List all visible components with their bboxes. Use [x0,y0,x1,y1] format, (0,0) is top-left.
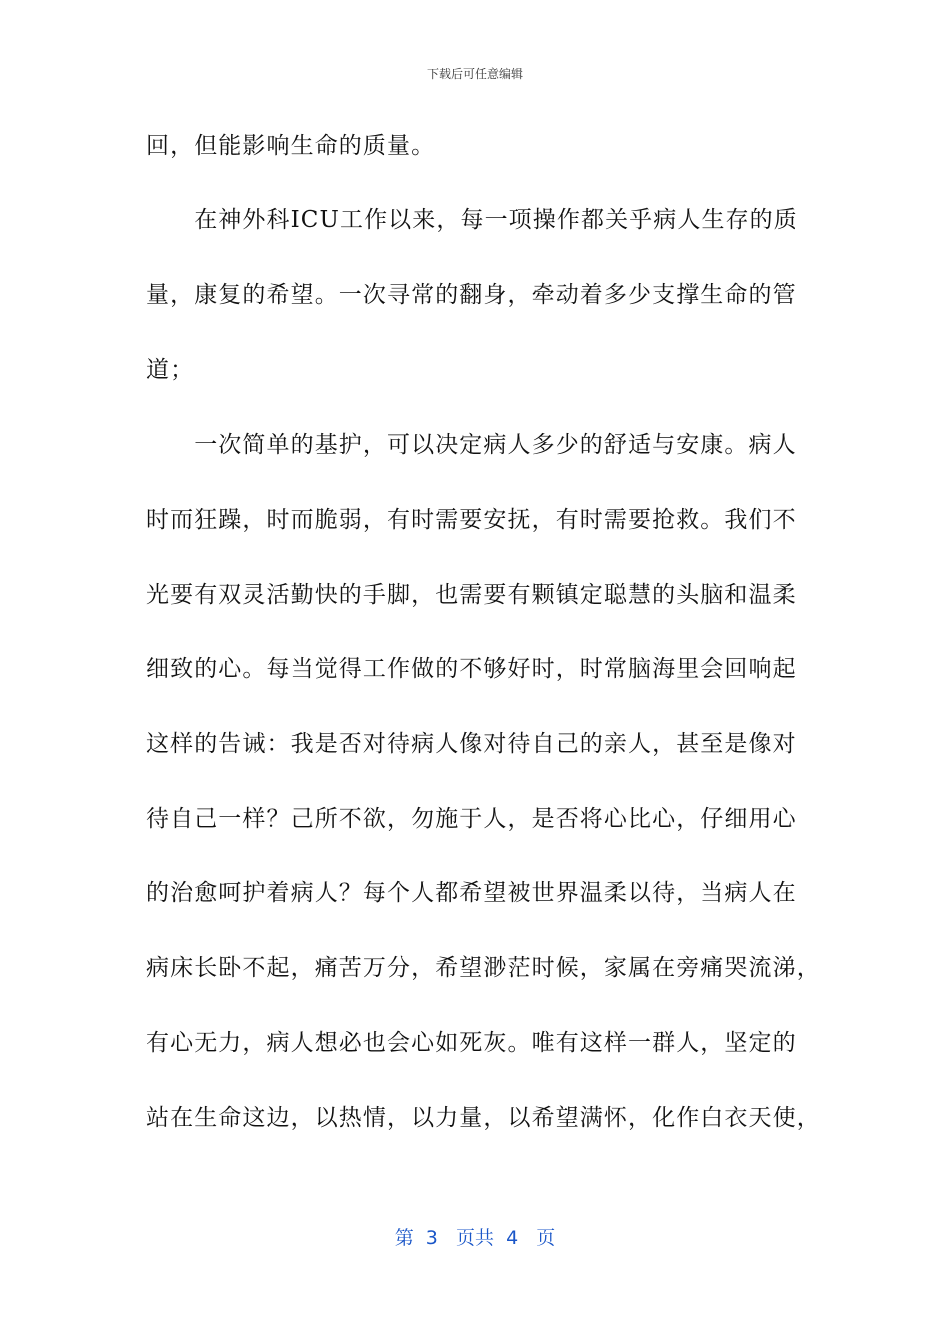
text-line: 站在生命这边，以热情，以力量，以希望满怀，化作白衣天使， [146,1105,821,1131]
page-header-note: 下载后可任意编辑 [426,67,523,81]
text-line: 一次简单的基护，可以决定病人多少的舒适与安康。病人 [146,432,797,458]
text-line: 量，康复的希望。一次寻常的翻身，牵动着多少支撑生命的管 [146,282,797,308]
text-line: 病床长卧不起，痛苦万分，希望渺茫时候，家属在旁痛哭流涕， [146,955,821,981]
text-line: 细致的心。每当觉得工作做的不够好时，时常脑海里会回响起 [146,656,797,682]
text-line: 这样的告诫：我是否对待病人像对待自己的亲人，甚至是像对 [146,731,797,757]
text-line: 道； [146,357,195,383]
text-line: 有心无力，病人想必也会心如死灰。唯有这样一群人，坚定的 [146,1030,797,1056]
text-line: 在神外科ICU工作以来，每一项操作都关乎病人生存的质 [146,207,798,233]
text-line: 的治愈呵护着病人？每个人都希望被世界温柔以待，当病人在 [146,880,797,906]
page-number: 第 3 页共 4 页 [394,1227,556,1249]
text-line: 光要有双灵活勤快的手脚，也需要有颗镇定聪慧的头脑和温柔 [146,582,797,608]
text-line: 待自己一样？己所不欲，勿施于人，是否将心比心，仔细用心 [146,806,797,832]
text-line: 回，但能影响生命的质量。 [146,133,436,159]
text-line: 时而狂躁，时而脆弱，有时需要安抚，有时需要抢救。我们不 [146,507,797,533]
